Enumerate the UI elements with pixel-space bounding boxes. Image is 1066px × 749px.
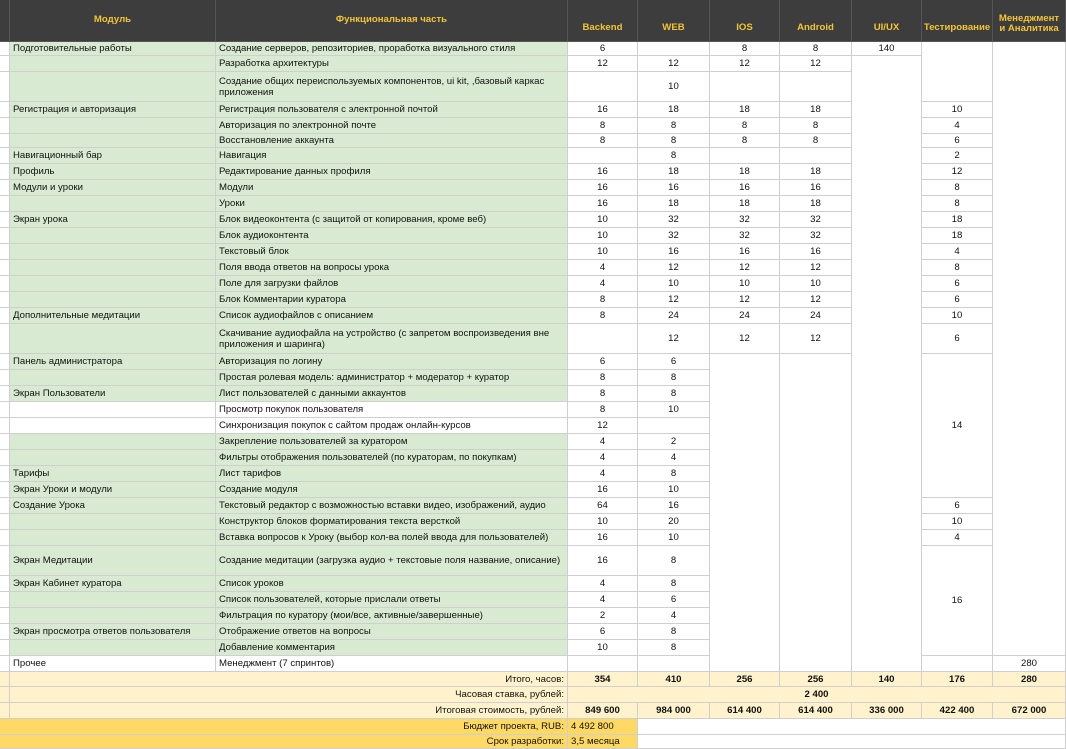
header-function[interactable]: Функциональная часть: [216, 0, 568, 42]
ios-cell[interactable]: 16: [710, 244, 780, 260]
row-gutter[interactable]: [0, 292, 10, 308]
testing-cell[interactable]: 6: [922, 276, 993, 292]
function-cell[interactable]: Поля ввода ответов на вопросы урока: [216, 260, 568, 276]
row-gutter[interactable]: [0, 592, 10, 608]
row-gutter[interactable]: [0, 450, 10, 466]
row-gutter[interactable]: [0, 386, 10, 402]
header-testing[interactable]: Тестирование: [922, 0, 993, 42]
total-hours-uiux[interactable]: 140: [852, 672, 922, 687]
backend-cell[interactable]: 8: [568, 308, 638, 324]
total-hours-label[interactable]: Итого, часов:: [10, 672, 568, 687]
function-cell[interactable]: Создание медитации (загрузка аудио + текстовые поля название, описание): [216, 546, 568, 576]
backend-cell[interactable]: 12: [568, 418, 638, 434]
ios-cell[interactable]: [710, 148, 780, 164]
function-cell[interactable]: Восстановление аккаунта: [216, 134, 568, 148]
module-cell[interactable]: [10, 56, 216, 72]
function-cell[interactable]: Простая ролевая модель: администратор + модератор + куратор: [216, 370, 568, 386]
row-gutter[interactable]: [0, 576, 10, 592]
function-cell[interactable]: Добавление комментария: [216, 640, 568, 656]
web-cell[interactable]: 32: [638, 228, 710, 244]
backend-cell[interactable]: [568, 72, 638, 102]
module-cell[interactable]: Создание Урока: [10, 498, 216, 514]
web-cell[interactable]: 16: [638, 180, 710, 196]
module-cell[interactable]: [10, 244, 216, 260]
term-empty[interactable]: [638, 735, 1066, 749]
total-hours-testing[interactable]: 176: [922, 672, 993, 687]
backend-cell[interactable]: 8: [568, 292, 638, 308]
row-gutter[interactable]: [0, 228, 10, 244]
row-gutter[interactable]: [0, 498, 10, 514]
testing-cell[interactable]: 18: [922, 228, 993, 244]
backend-cell[interactable]: 4: [568, 576, 638, 592]
module-cell[interactable]: Экран Уроки и модули: [10, 482, 216, 498]
android-cell[interactable]: 18: [780, 102, 852, 118]
module-cell[interactable]: [10, 276, 216, 292]
row-gutter[interactable]: [0, 530, 10, 546]
backend-cell[interactable]: 10: [568, 514, 638, 530]
module-cell[interactable]: Дополнительные медитации: [10, 308, 216, 324]
web-cell[interactable]: 8: [638, 640, 710, 656]
ios-cell[interactable]: 12: [710, 56, 780, 72]
testing-cell[interactable]: 6: [922, 292, 993, 308]
backend-cell[interactable]: 6: [568, 42, 638, 56]
web-cell[interactable]: 12: [638, 292, 710, 308]
web-cell[interactable]: [638, 42, 710, 56]
android-cell[interactable]: 12: [780, 260, 852, 276]
web-cell[interactable]: 8: [638, 466, 710, 482]
testing-cell[interactable]: 2: [922, 148, 993, 164]
backend-cell[interactable]: 8: [568, 370, 638, 386]
module-cell[interactable]: Прочее: [10, 656, 216, 672]
row-gutter[interactable]: [0, 418, 10, 434]
web-cell[interactable]: 10: [638, 482, 710, 498]
function-cell[interactable]: Создание серверов, репозиториев, проработка визуального стиля: [216, 42, 568, 56]
hourly-rate-label[interactable]: Часовая ставка, рублей:: [10, 687, 568, 703]
android-cell[interactable]: 10: [780, 276, 852, 292]
row-gutter[interactable]: [0, 354, 10, 370]
web-cell[interactable]: 4: [638, 450, 710, 466]
testing-admin-group[interactable]: 14: [922, 354, 993, 498]
ios-cell[interactable]: 16: [710, 180, 780, 196]
testing-cell[interactable]: 10: [922, 514, 993, 530]
module-cell[interactable]: [10, 434, 216, 450]
hourly-rate-value[interactable]: 2 400: [568, 687, 1066, 703]
backend-cell[interactable]: 4: [568, 450, 638, 466]
function-cell[interactable]: Список уроков: [216, 576, 568, 592]
android-cell[interactable]: 32: [780, 228, 852, 244]
android-cell[interactable]: 18: [780, 164, 852, 180]
android-cell[interactable]: 16: [780, 244, 852, 260]
total-hours-management[interactable]: 280: [993, 672, 1066, 687]
dev-term-label[interactable]: Срок разработки:: [0, 735, 568, 749]
module-cell[interactable]: [10, 592, 216, 608]
total-cost-android[interactable]: 614 400: [780, 703, 852, 719]
module-cell[interactable]: Экран урока: [10, 212, 216, 228]
module-cell[interactable]: [10, 134, 216, 148]
testing-cell[interactable]: 4: [922, 118, 993, 134]
web-cell[interactable]: 8: [638, 134, 710, 148]
backend-cell[interactable]: [568, 324, 638, 354]
ios-cell[interactable]: 24: [710, 308, 780, 324]
header-management[interactable]: Менеджмент и Аналитика: [993, 0, 1066, 42]
total-hours-backend[interactable]: 354: [568, 672, 638, 687]
total-hours-android[interactable]: 256: [780, 672, 852, 687]
function-cell[interactable]: Текстовый блок: [216, 244, 568, 260]
ios-cell[interactable]: 8: [710, 118, 780, 134]
module-cell[interactable]: [10, 514, 216, 530]
function-cell[interactable]: Синхронизация покупок с сайтом продаж онлайн-курсов: [216, 418, 568, 434]
android-cell[interactable]: 18: [780, 196, 852, 212]
testing-cell[interactable]: 8: [922, 180, 993, 196]
ios-cell[interactable]: 10: [710, 276, 780, 292]
backend-cell[interactable]: 2: [568, 608, 638, 624]
backend-cell[interactable]: 8: [568, 402, 638, 418]
backend-cell[interactable]: 16: [568, 102, 638, 118]
ios-cell[interactable]: 32: [710, 228, 780, 244]
module-cell[interactable]: [10, 228, 216, 244]
function-cell[interactable]: Редактирование данных профиля: [216, 164, 568, 180]
header-backend[interactable]: Backend: [568, 0, 638, 42]
budget-empty[interactable]: [638, 719, 1066, 735]
total-cost-testing[interactable]: 422 400: [922, 703, 993, 719]
function-cell[interactable]: Регистрация пользователя с электронной почтой: [216, 102, 568, 118]
web-cell[interactable]: 8: [638, 624, 710, 640]
function-cell[interactable]: Поле для загрузки файлов: [216, 276, 568, 292]
total-cost-management[interactable]: 672 000: [993, 703, 1066, 719]
android-cell[interactable]: 8: [780, 118, 852, 134]
backend-cell[interactable]: 10: [568, 212, 638, 228]
backend-cell[interactable]: 16: [568, 180, 638, 196]
backend-cell[interactable]: 8: [568, 134, 638, 148]
header-module[interactable]: Модуль: [10, 0, 216, 42]
row-gutter[interactable]: [0, 102, 10, 118]
android-cell[interactable]: 32: [780, 212, 852, 228]
web-cell[interactable]: 12: [638, 260, 710, 276]
backend-cell[interactable]: 10: [568, 228, 638, 244]
function-cell[interactable]: Блок Комментарии куратора: [216, 292, 568, 308]
backend-cell[interactable]: 4: [568, 260, 638, 276]
backend-cell[interactable]: 10: [568, 640, 638, 656]
web-cell[interactable]: 18: [638, 164, 710, 180]
testing-cell[interactable]: 8: [922, 196, 993, 212]
function-cell[interactable]: Конструктор блоков форматирования текста версткой: [216, 514, 568, 530]
ios-cell[interactable]: 8: [710, 42, 780, 56]
total-cost-label[interactable]: Итоговая стоимость, рублей:: [10, 703, 568, 719]
module-cell[interactable]: [10, 370, 216, 386]
backend-cell[interactable]: 8: [568, 386, 638, 402]
total-gutter[interactable]: [0, 672, 10, 687]
backend-cell[interactable]: 16: [568, 164, 638, 180]
web-cell[interactable]: 18: [638, 196, 710, 212]
dev-term-value[interactable]: 3,5 месяца: [568, 735, 638, 749]
web-cell[interactable]: 20: [638, 514, 710, 530]
module-cell[interactable]: Панель администратора: [10, 354, 216, 370]
web-cell[interactable]: 10: [638, 530, 710, 546]
row-gutter[interactable]: [0, 308, 10, 324]
row-gutter[interactable]: [0, 324, 10, 354]
web-cell[interactable]: 10: [638, 276, 710, 292]
function-cell[interactable]: Закрепление пользователей за куратором: [216, 434, 568, 450]
testing-cell[interactable]: 6: [922, 134, 993, 148]
function-cell[interactable]: Скачивание аудиофайла на устройство (с запретом воспроизведения вне приложения и шаринга): [216, 324, 568, 354]
row-gutter[interactable]: [0, 276, 10, 292]
testing-cell[interactable]: 4: [922, 530, 993, 546]
backend-cell[interactable]: 12: [568, 56, 638, 72]
uiux-cell[interactable]: 140: [852, 42, 922, 56]
web-cell[interactable]: 12: [638, 324, 710, 354]
backend-cell[interactable]: 16: [568, 530, 638, 546]
function-cell[interactable]: Блок аудиоконтента: [216, 228, 568, 244]
web-cell[interactable]: 24: [638, 308, 710, 324]
backend-cell[interactable]: 64: [568, 498, 638, 514]
row-gutter[interactable]: [0, 180, 10, 196]
testing-cell[interactable]: 6: [922, 498, 993, 514]
module-cell[interactable]: Регистрация и авторизация: [10, 102, 216, 118]
row-gutter[interactable]: [0, 42, 10, 56]
row-gutter[interactable]: [0, 402, 10, 418]
total-cost-uiux[interactable]: 336 000: [852, 703, 922, 719]
module-cell[interactable]: [10, 640, 216, 656]
row-gutter[interactable]: [0, 640, 10, 656]
total-cost-backend[interactable]: 849 600: [568, 703, 638, 719]
android-cell[interactable]: [780, 72, 852, 102]
testing-cell[interactable]: 4: [922, 244, 993, 260]
row-gutter[interactable]: [0, 466, 10, 482]
backend-cell[interactable]: 6: [568, 354, 638, 370]
budget-value[interactable]: 4 492 800: [568, 719, 638, 735]
backend-cell[interactable]: 16: [568, 546, 638, 576]
function-cell[interactable]: Текстовый редактор с возможностью вставки видео, изображений, аудио: [216, 498, 568, 514]
row-gutter[interactable]: [0, 148, 10, 164]
web-cell[interactable]: [638, 656, 710, 672]
total-hours-ios[interactable]: 256: [710, 672, 780, 687]
web-cell[interactable]: 2: [638, 434, 710, 450]
module-cell[interactable]: Подготовительные работы: [10, 42, 216, 56]
header-android[interactable]: Android: [780, 0, 852, 42]
android-cell[interactable]: 16: [780, 180, 852, 196]
function-cell[interactable]: Навигация: [216, 148, 568, 164]
web-cell[interactable]: 6: [638, 354, 710, 370]
row-gutter[interactable]: [0, 624, 10, 640]
row-gutter[interactable]: [0, 482, 10, 498]
ios-cell[interactable]: 12: [710, 260, 780, 276]
row-gutter[interactable]: [0, 118, 10, 134]
module-cell[interactable]: [10, 196, 216, 212]
function-cell[interactable]: Лист пользователей с данными аккаунтов: [216, 386, 568, 402]
total-cost-web[interactable]: 984 000: [638, 703, 710, 719]
backend-cell[interactable]: 16: [568, 482, 638, 498]
row-gutter[interactable]: [0, 434, 10, 450]
testing-cell[interactable]: [922, 42, 993, 102]
header-gutter[interactable]: [0, 0, 10, 42]
web-cell[interactable]: 8: [638, 576, 710, 592]
function-cell[interactable]: Блок видеоконтента (с защитой от копирования, кроме веб): [216, 212, 568, 228]
function-cell[interactable]: Авторизация по электронной почте: [216, 118, 568, 134]
function-cell[interactable]: Фильтры отображения пользователей (по кураторам, по покупкам): [216, 450, 568, 466]
row-gutter[interactable]: [0, 196, 10, 212]
module-cell[interactable]: Тарифы: [10, 466, 216, 482]
row-gutter[interactable]: [0, 370, 10, 386]
ios-cell[interactable]: 18: [710, 164, 780, 180]
backend-cell[interactable]: [568, 656, 638, 672]
row-gutter[interactable]: [0, 244, 10, 260]
uiux-empty-block[interactable]: [852, 56, 922, 672]
function-cell[interactable]: Фильтрация по куратору (мои/все, активные/завершенные): [216, 608, 568, 624]
backend-cell[interactable]: 4: [568, 434, 638, 450]
android-cell[interactable]: 24: [780, 308, 852, 324]
header-ios[interactable]: IOS: [710, 0, 780, 42]
backend-cell[interactable]: 6: [568, 624, 638, 640]
testing-cell[interactable]: [922, 656, 993, 672]
function-cell[interactable]: Создание модуля: [216, 482, 568, 498]
row-gutter[interactable]: [0, 608, 10, 624]
total-cost-ios[interactable]: 614 400: [710, 703, 780, 719]
module-cell[interactable]: [10, 292, 216, 308]
header-web[interactable]: WEB: [638, 0, 710, 42]
module-cell[interactable]: [10, 324, 216, 354]
budget-label[interactable]: Бюджет проекта, RUB:: [0, 719, 568, 735]
backend-cell[interactable]: 16: [568, 196, 638, 212]
module-cell[interactable]: [10, 530, 216, 546]
module-cell[interactable]: Навигационный бар: [10, 148, 216, 164]
module-cell[interactable]: Экран Кабинет куратора: [10, 576, 216, 592]
management-empty-block[interactable]: [993, 42, 1066, 656]
function-cell[interactable]: Авторизация по логину: [216, 354, 568, 370]
web-cell[interactable]: 8: [638, 386, 710, 402]
row-gutter[interactable]: [0, 164, 10, 180]
backend-cell[interactable]: [568, 148, 638, 164]
row-gutter[interactable]: [0, 546, 10, 576]
function-cell[interactable]: Список аудиофайлов с описанием: [216, 308, 568, 324]
row-gutter[interactable]: [0, 260, 10, 276]
module-cell[interactable]: [10, 608, 216, 624]
module-cell[interactable]: [10, 402, 216, 418]
web-cell[interactable]: 16: [638, 244, 710, 260]
ios-cell[interactable]: 18: [710, 196, 780, 212]
android-cell[interactable]: 8: [780, 134, 852, 148]
web-cell[interactable]: 8: [638, 118, 710, 134]
testing-cell[interactable]: 10: [922, 102, 993, 118]
ios-empty-block[interactable]: [710, 354, 780, 672]
row-gutter[interactable]: [0, 212, 10, 228]
web-cell[interactable]: 6: [638, 592, 710, 608]
android-cell[interactable]: 12: [780, 292, 852, 308]
ios-cell[interactable]: 18: [710, 102, 780, 118]
management-cell[interactable]: 280: [993, 656, 1066, 672]
android-empty-block[interactable]: [780, 354, 852, 672]
row-gutter[interactable]: [0, 72, 10, 102]
web-cell[interactable]: 12: [638, 56, 710, 72]
total-hours-web[interactable]: 410: [638, 672, 710, 687]
android-cell[interactable]: 12: [780, 56, 852, 72]
web-cell[interactable]: 16: [638, 498, 710, 514]
backend-cell[interactable]: 8: [568, 118, 638, 134]
backend-cell[interactable]: 4: [568, 466, 638, 482]
web-cell[interactable]: 8: [638, 370, 710, 386]
web-cell[interactable]: [638, 418, 710, 434]
header-uiux[interactable]: UI/UX: [852, 0, 922, 42]
ios-cell[interactable]: 12: [710, 292, 780, 308]
testing-cell[interactable]: 8: [922, 260, 993, 276]
web-cell[interactable]: 32: [638, 212, 710, 228]
testing-cell[interactable]: 6: [922, 324, 993, 354]
module-cell[interactable]: [10, 260, 216, 276]
function-cell[interactable]: Уроки: [216, 196, 568, 212]
testing-cell[interactable]: 12: [922, 164, 993, 180]
testing-cell[interactable]: 18: [922, 212, 993, 228]
ios-cell[interactable]: 32: [710, 212, 780, 228]
function-cell[interactable]: Отображение ответов на вопросы: [216, 624, 568, 640]
total-gutter[interactable]: [0, 703, 10, 719]
row-gutter[interactable]: [0, 56, 10, 72]
module-cell[interactable]: Профиль: [10, 164, 216, 180]
module-cell[interactable]: Экран Пользователи: [10, 386, 216, 402]
backend-cell[interactable]: 4: [568, 592, 638, 608]
backend-cell[interactable]: 4: [568, 276, 638, 292]
function-cell[interactable]: Список пользователей, которые прислали ответы: [216, 592, 568, 608]
function-cell[interactable]: Менеджмент (7 спринтов): [216, 656, 568, 672]
total-gutter[interactable]: [0, 687, 10, 703]
ios-cell[interactable]: 12: [710, 324, 780, 354]
module-cell[interactable]: Экран Медитации: [10, 546, 216, 576]
testing-curator-group[interactable]: 16: [922, 546, 993, 656]
row-gutter[interactable]: [0, 134, 10, 148]
web-cell[interactable]: 18: [638, 102, 710, 118]
android-cell[interactable]: 8: [780, 42, 852, 56]
backend-cell[interactable]: 10: [568, 244, 638, 260]
module-cell[interactable]: [10, 72, 216, 102]
module-cell[interactable]: [10, 418, 216, 434]
web-cell[interactable]: 4: [638, 608, 710, 624]
ios-cell[interactable]: 8: [710, 134, 780, 148]
web-cell[interactable]: 10: [638, 402, 710, 418]
function-cell[interactable]: Лист тарифов: [216, 466, 568, 482]
web-cell[interactable]: 10: [638, 72, 710, 102]
row-gutter[interactable]: [0, 656, 10, 672]
android-cell[interactable]: [780, 148, 852, 164]
module-cell[interactable]: Экран просмотра ответов пользователя: [10, 624, 216, 640]
function-cell[interactable]: Вставка вопросов к Уроку (выбор кол-ва полей ввода для пользователей): [216, 530, 568, 546]
module-cell[interactable]: [10, 450, 216, 466]
web-cell[interactable]: 8: [638, 148, 710, 164]
function-cell[interactable]: Разработка архитектуры: [216, 56, 568, 72]
function-cell[interactable]: Создание общих переиспользуемых компонентов, ui kit, ,базовый каркас приложения: [216, 72, 568, 102]
module-cell[interactable]: [10, 118, 216, 134]
module-cell[interactable]: Модули и уроки: [10, 180, 216, 196]
function-cell[interactable]: Модули: [216, 180, 568, 196]
android-cell[interactable]: 12: [780, 324, 852, 354]
testing-cell[interactable]: 10: [922, 308, 993, 324]
web-cell[interactable]: 8: [638, 546, 710, 576]
function-cell[interactable]: Просмотр покупок пользователя: [216, 402, 568, 418]
ios-cell[interactable]: [710, 72, 780, 102]
row-gutter[interactable]: [0, 514, 10, 530]
